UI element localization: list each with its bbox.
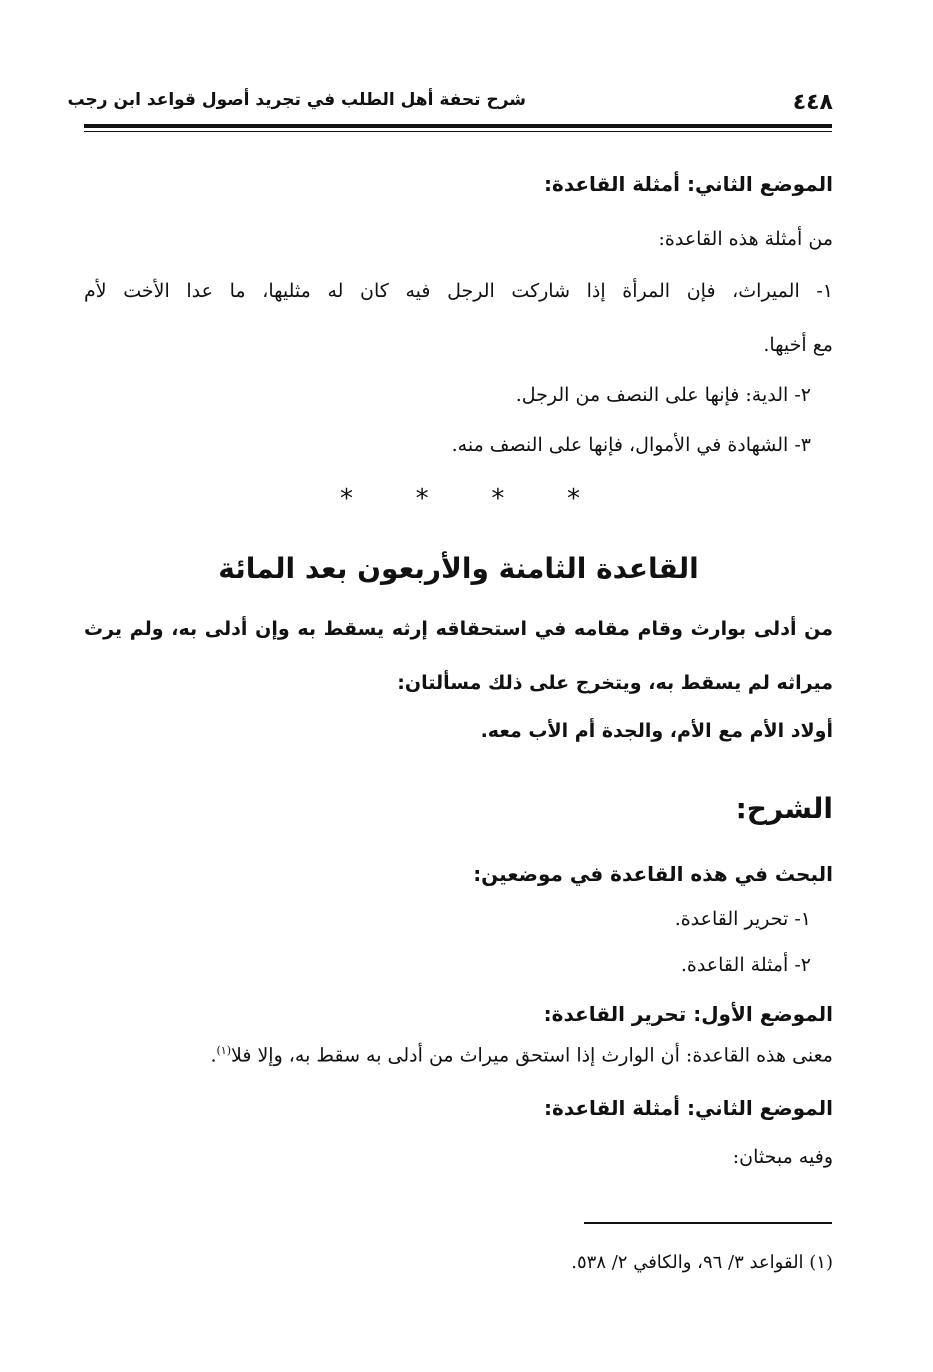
rule-text-line-2: ميراثه لم يسقط به، ويتخرج على ذلك مسألتان:	[397, 672, 833, 694]
separator-star: *	[491, 484, 505, 514]
second-topic-heading: الموضع الثاني: أمثلة القاعدة:	[544, 1096, 833, 1120]
rule-meaning-text: معنى هذه القاعدة: أن الوارث إذا استحق ميراث من أدلى به سقط به، وإلا فلا	[231, 1044, 833, 1067]
section-separator	[340, 484, 580, 514]
separator-star: *	[566, 484, 580, 514]
second-topic-intro: وفيه مبحثان:	[732, 1146, 833, 1168]
separator-star: *	[340, 484, 353, 514]
rule-text-line-3: أولاد الأم مع الأم، والجدة أم الأب معه.	[480, 720, 833, 742]
examples-intro: من أمثلة هذه القاعدة:	[658, 228, 833, 250]
example-item-1-line-1: ١- الميراث، فإن المرأة إذا شاركت الرجل فيه كان له مثليها، ما عدا الأخت لأم	[84, 280, 833, 302]
example-item-3: ٣- الشهادة في الأموال، فإنها على النصف منه.	[451, 434, 811, 456]
sharh-heading: الشرح:	[735, 792, 833, 825]
footnote-text: (١) القواعد ٣/ ٩٦، والكافي ٢/ ٥٣٨.	[571, 1252, 833, 1273]
header-rule-thin	[84, 131, 832, 132]
sharh-point-2: ٢- أمثلة القاعدة.	[680, 954, 811, 976]
rule-meaning	[84, 1044, 833, 1066]
example-item-1-line-2: مع أخيها.	[763, 334, 833, 356]
footnote-ref: (١)	[216, 1044, 231, 1057]
section-heading-examples: الموضع الثاني: أمثلة القاعدة:	[544, 172, 833, 196]
page-number: ٤٤٨	[792, 90, 833, 115]
sharh-point-1: ١- تحرير القاعدة.	[674, 908, 811, 930]
rule-title: القاعدة الثامنة والأربعون بعد المائة	[218, 552, 699, 585]
rule-text-line-1: من أدلى بوارث وقام مقامه في استحقاقه إرثه يسقط به وإن أدلى به، ولم يرث	[84, 618, 833, 640]
running-header-title: شرح تحفة أهل الطلب في تجريد أصول قواعد ابن رجب	[67, 90, 526, 110]
first-topic-heading: الموضع الأول: تحرير القاعدة:	[543, 1002, 833, 1026]
sharh-intro: البحث في هذه القاعدة في موضعين:	[473, 862, 833, 886]
rule-meaning-end: .	[210, 1044, 217, 1067]
header-rule-thick	[84, 124, 832, 128]
example-item-2: ٢- الدية: فإنها على النصف من الرجل.	[515, 384, 811, 406]
footnote-rule	[584, 1222, 832, 1224]
separator-star: *	[415, 484, 429, 514]
